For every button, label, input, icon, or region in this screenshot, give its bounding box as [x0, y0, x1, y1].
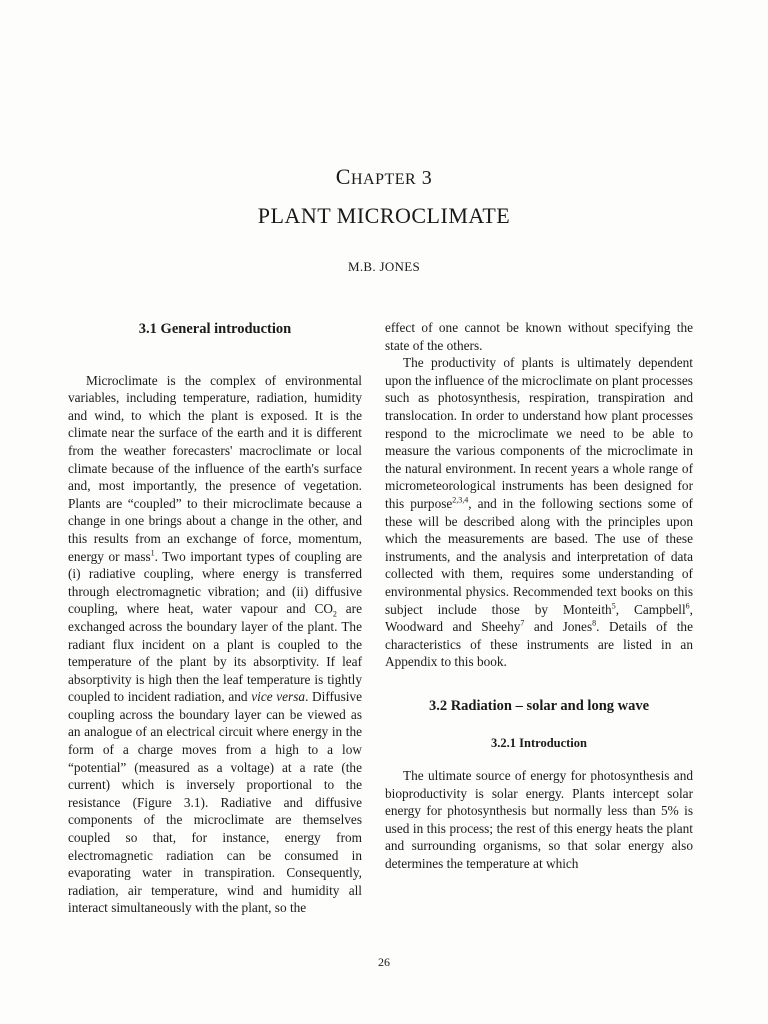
chapter-label-initial: C: [335, 164, 351, 189]
author: M.B. JONES: [348, 259, 420, 274]
paragraph-productivity: [385, 354, 693, 671]
text-span: , Woodward and Sheehy: [385, 601, 693, 635]
text-span: and Jones: [524, 619, 593, 635]
chapter-label-rest: HAPTER: [350, 171, 417, 188]
footnote-ref: 5: [611, 601, 616, 611]
text-span: . Diffusive coupling across the boundary layer can be viewed as an analogue of an electrical circuit where energy in the form of a charge moves from a high to a low “potential” (measured as a voltage) at a rate (the current) which is inversely proportional to the resistance (Figure 3.1). Radiative and diffusive components of the microclimate are themselves coupled so that, for instance, energy from electromagnetic radiation can be consumed in evaporating water in transpiration. Consequently, radiation, air temperature, wind and humidity all interact simultaneously with the plant, so the: [68, 689, 362, 916]
text-span: . Details of the characteristics of these instruments are listed in an Appendix to this book.: [385, 619, 693, 670]
page-number: 26: [378, 955, 390, 969]
text-span: The productivity of plants is ultimately dependent upon the influence of the microclimate on plant processes such as photosynthesis, respiration, transpiration and translocation. In order to understand how plant processes respond to the microclimate we need to be able to measure the various components of the microclimate in the natural environment. In recent years a whole range of micrometeorological instruments has been designed for this purpose: [385, 355, 693, 511]
footnote-ref: 1: [150, 548, 155, 558]
chapter-number: 3: [421, 167, 433, 189]
chapter-title: PLANT MICROCLIMATE: [257, 203, 511, 228]
text-span: are exchanged across the boundary layer of the plant. The radiant flux incident on a plant is coupled to the temperature of the plant by its absorptivity. If leaf absorptivity is high then the leaf temperature is tightly coupled to incident radiation, and: [68, 601, 362, 705]
subscript: 2: [332, 609, 337, 619]
footnote-ref: 2,3,4: [452, 495, 469, 505]
section-heading-general-introduction: 3.1 General introduction: [138, 321, 292, 337]
footnote-ref: 6: [685, 601, 690, 611]
footnote-ref: 7: [520, 618, 525, 628]
text-span: . Two important types of coupling are (i) radiative coupling, where energy is transferred through electromagnetic vibration; and (ii) diffusive coupling, where heat, water vapour and CO: [68, 548, 362, 617]
section-heading-radiation: 3.2 Radiation – solar and long wave: [428, 697, 650, 714]
chapter-label: [0, 164, 768, 190]
text-span: Microclimate is the complex of environmental variables, including temperature, radiation, humidity and wind, to which the plant is exposed. It is the climate near the surface of the earth and it is different from the weather forecasters' macroclimate or local climate because of the influence of the earth's surface and, most importantly, the presence of vegetation. Plants are “coupled” to their microclimate because a change in one brings about a change in the other, and this results from an exchange of force, momentum, energy or mass: [68, 372, 362, 564]
text-span: , and in the following sections some of these will be described along with the principles upon which the measurements are based. The use of these instruments, and the analysis and interpretation of data collected with them, requires some understanding of environmental physics. Recommended text books on this subject include those by Monteith: [385, 495, 693, 617]
paragraph-continuation: effect of one cannot be known without specifying the state of the others.: [385, 320, 693, 353]
text-span: , Campbell: [615, 601, 686, 617]
paragraph-solar-energy: The ultimate source of energy for photosynthesis and bioproductivity is solar energy. Plants intercept solar energy for photosynthesis but normally less than 5% is used in this process; the rest of this energy heats the plant and surrounding organisms, so that solar energy also determines the temperature at which: [385, 768, 693, 872]
right-column: [385, 319, 693, 873]
italic-text: vice versa: [251, 689, 306, 705]
footnote-ref: 8: [592, 618, 597, 628]
subsection-heading-introduction: 3.2.1 Introduction: [491, 736, 587, 751]
paragraph-microclimate: [68, 372, 362, 917]
left-column: [68, 319, 362, 917]
